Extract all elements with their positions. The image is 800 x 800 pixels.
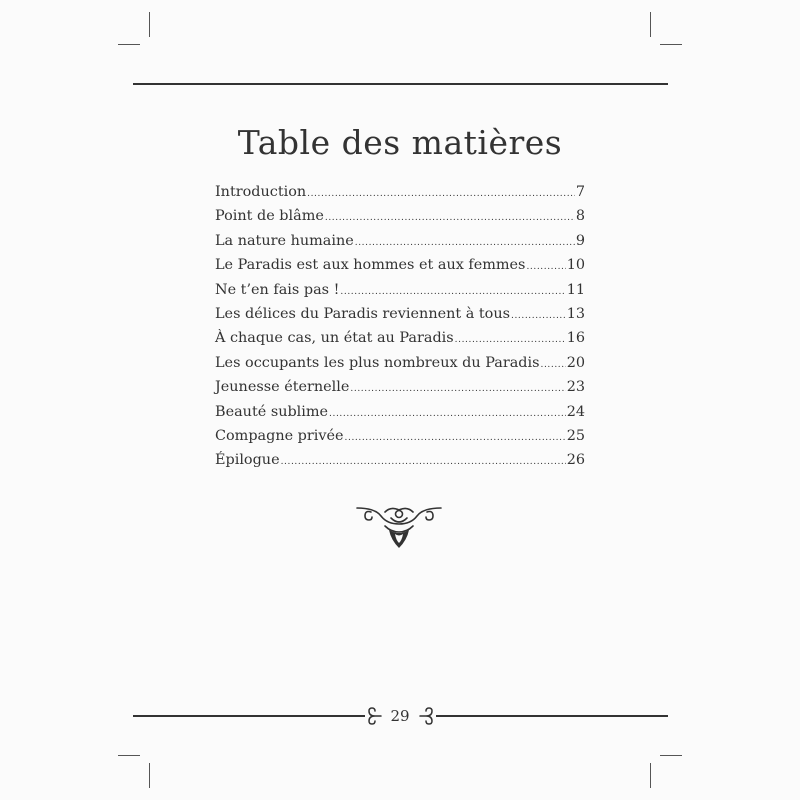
toc-leader-dots: [281, 457, 566, 467]
top-rule: [133, 83, 668, 85]
toc-entry[interactable]: [215, 184, 585, 208]
toc-leader-dots: [526, 262, 565, 272]
toc-entry-label: Le Paradis est aux hommes et aux femmes: [215, 257, 526, 274]
toc-entry-page: 13: [566, 305, 585, 322]
toc-leader-dots: [350, 384, 565, 394]
toc-entry-label: Jeunesse éternelle: [215, 379, 350, 396]
crop-mark-bottom-right-vertical: [650, 763, 651, 788]
toc-leader-dots: [345, 433, 566, 443]
footer-rule-left: [133, 715, 365, 717]
toc-entry-page: 16: [566, 330, 585, 347]
toc-leader-dots: [355, 238, 575, 248]
toc-entry-label: Les délices du Paradis reviennent à tous: [215, 305, 510, 322]
toc-leader-dots: [325, 213, 575, 223]
toc-leader-dots: [540, 360, 565, 370]
toc-entry[interactable]: [215, 257, 585, 281]
toc-leader-dots: [329, 409, 566, 419]
toc-entry-label: Les occupants les plus nombreux du Paradis: [215, 354, 540, 371]
crop-mark-top-right-horizontal: [660, 44, 682, 45]
toc-entry-label: Beauté sublime: [215, 403, 329, 420]
toc-entry-label: Compagne privée: [215, 427, 344, 444]
toc-entry-label: À chaque cas, un état au Paradis: [215, 330, 454, 347]
toc-entry-label: Ne t’en fais pas !: [215, 281, 340, 298]
toc-entry-page: 11: [566, 281, 585, 298]
crop-mark-bottom-left-horizontal: [118, 755, 140, 756]
toc-leader-dots: [511, 311, 566, 321]
crop-mark-bottom-left-vertical: [149, 763, 150, 788]
toc-entry[interactable]: [215, 208, 585, 232]
crop-mark-bottom-right-horizontal: [660, 755, 682, 756]
floral-ornament-icon: [355, 500, 443, 550]
toc-entry[interactable]: [215, 355, 585, 379]
toc-entry-page: 26: [566, 452, 585, 469]
toc-entry-page: 24: [566, 403, 585, 420]
swirl-icon: [418, 705, 436, 727]
toc-leader-dots: [455, 335, 566, 345]
toc-entry-page: 20: [566, 354, 585, 371]
crop-mark-top-right-vertical: [650, 12, 651, 37]
toc-entry[interactable]: [215, 233, 585, 257]
toc-entry-label: La nature humaine: [215, 232, 354, 249]
toc-entry[interactable]: [215, 282, 585, 306]
crop-mark-top-left-vertical: [149, 12, 150, 37]
toc-entry[interactable]: [215, 452, 585, 476]
toc-entry[interactable]: [215, 306, 585, 330]
toc-entry[interactable]: [215, 404, 585, 428]
toc-leader-dots: [307, 189, 575, 199]
toc-entry-page: 9: [575, 232, 585, 249]
toc-entry-page: 25: [566, 427, 585, 444]
crop-mark-top-left-horizontal: [118, 44, 140, 45]
toc-entry[interactable]: [215, 379, 585, 403]
toc-entry-label: Introduction: [215, 184, 307, 200]
page-title: Table des matières: [237, 123, 563, 162]
table-of-contents: [215, 184, 585, 477]
toc-entry-page: 8: [575, 208, 585, 225]
toc-entry-label: Point de blâme: [215, 208, 324, 225]
footer-rule-right: [436, 715, 668, 717]
toc-entry-page: 10: [566, 257, 585, 274]
toc-entry[interactable]: [215, 428, 585, 452]
toc-entry[interactable]: [215, 330, 585, 354]
toc-entry-page: 7: [575, 184, 585, 200]
page-number: 29: [390, 707, 410, 725]
toc-leader-dots: [340, 287, 565, 297]
toc-entry-label: Épilogue: [215, 452, 280, 469]
toc-entry-page: 23: [566, 379, 585, 396]
